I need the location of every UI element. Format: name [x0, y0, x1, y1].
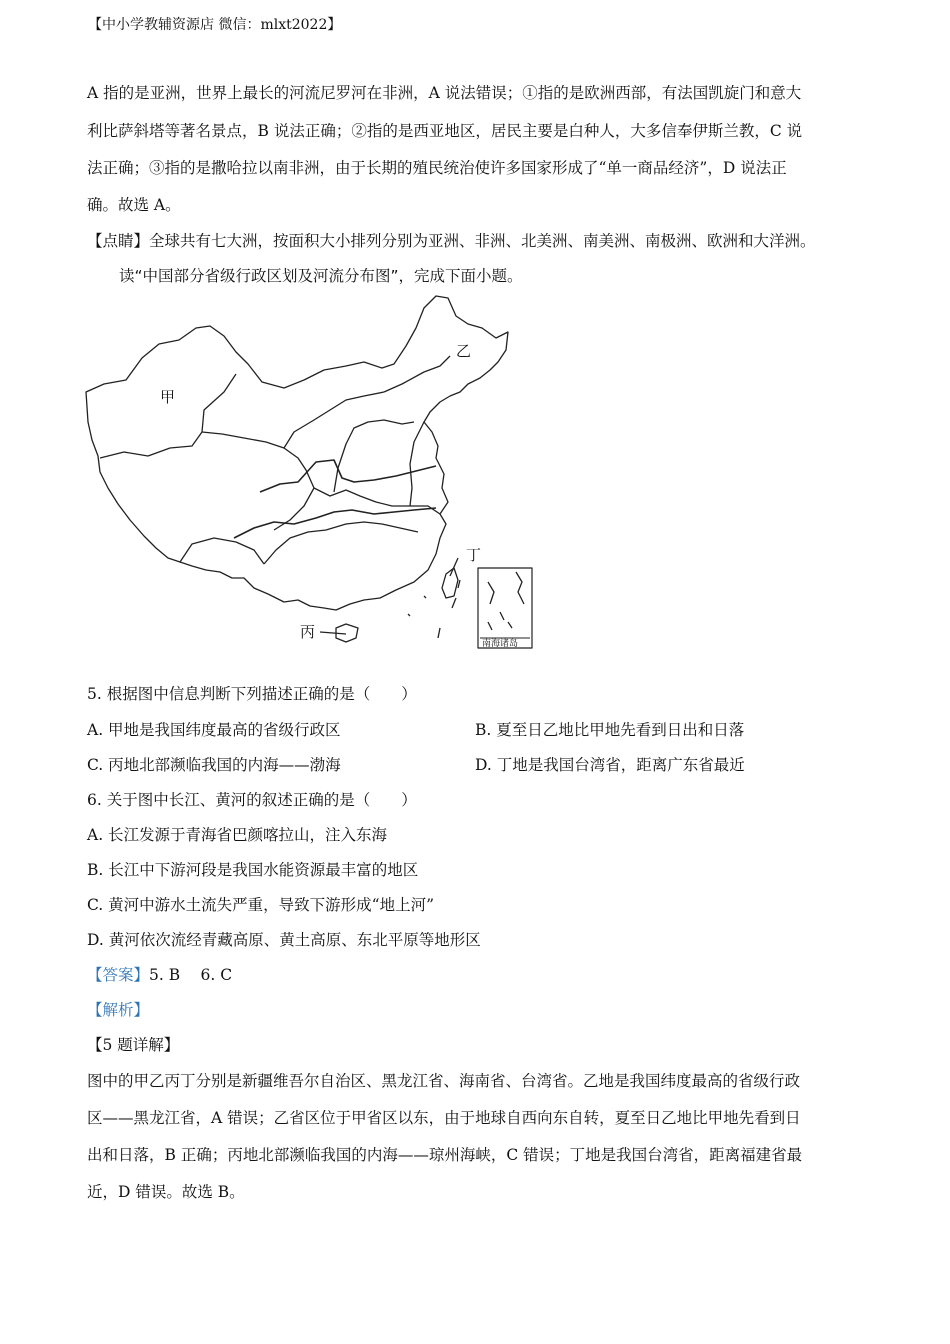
q5-option-d: D. 丁地是我国台湾省，距离广东省最近 [475, 756, 745, 774]
taiwan-island [442, 568, 458, 598]
inset-label: 南海诸岛 [482, 639, 519, 649]
q6-option-a: A. 长江发源于青海省巴颜喀拉山，注入东海 [87, 826, 388, 844]
question-intro: 读“中国部分省级行政区划及河流分布图”，完成下面小题。 [119, 267, 523, 285]
china-outline [86, 296, 508, 610]
detail-line: 出和日落，B 正确；丙地北部濒临我国的内海——琼州海峡，C 错误；丁地是我国台湾省，距离福建省最 [87, 1146, 803, 1164]
q6-option-d: D. 黄河依次流经青藏高原、黄土高原、东北平原等地形区 [87, 931, 481, 949]
tip-line: 【点睛】全球共有七大洲，按面积大小排列分别为亚洲、非洲、北美洲、南美洲、南极洲、欧洲和大洋洲。 [87, 232, 816, 250]
q5-option-b: B. 夏至日乙地比甲地先看到日出和日落 [475, 721, 745, 739]
answer-line [87, 963, 232, 985]
detail-tag: 【5 题详解】 [87, 1036, 180, 1054]
q6-option-c: C. 黄河中游水土流失严重，导致下游形成“地上河” [87, 896, 435, 914]
analysis-line: 法正确；③指的是撒哈拉以南非洲，由于长期的殖民统治使许多国家形成了“单一商品经济”，D 说法正 [87, 159, 787, 177]
page-header: 【中小学教辅资源店 微信：mlxt2022】 [88, 17, 342, 33]
detail-line: 图中的甲乙丙丁分别是新疆维吾尔自治区、黑龙江省、海南省、台湾省。乙地是我国纬度最高的省级行政 [87, 1072, 801, 1090]
map-label-ding: 丁 [466, 546, 482, 564]
answer-text: 5. B 6. C [149, 966, 233, 984]
q6-option-b: B. 长江中下游河段是我国水能资源最丰富的地区 [87, 861, 419, 879]
analysis-line: 确。故选 A。 [87, 196, 181, 214]
south-sea-islands-inset [478, 568, 532, 648]
china-map [84, 292, 544, 654]
q5-stem: 5. 根据图中信息判断下列描述正确的是（ ） [87, 685, 417, 703]
q5-option-a: A. 甲地是我国纬度最高的省级行政区 [87, 721, 341, 739]
map-label-yi: 乙 [456, 342, 472, 360]
map-label-bing: 丙 [300, 623, 316, 641]
map-label-jia: 甲 [160, 388, 176, 406]
answer-tag: 【答案】 [87, 966, 150, 984]
yangtze-river [234, 508, 436, 538]
detail-line: 区——黑龙江省，A 错误；乙省区位于甲省区以东，由于地球自西向东自转，夏至日乙地比甲地先看到日 [87, 1109, 801, 1127]
detail-line: 近，D 错误。故选 B。 [87, 1183, 245, 1201]
analysis-line: A 指的是亚洲，世界上最长的河流尼罗河在非洲，A 说法错误；①指的是欧洲西部，有法国凯旋门和意大 [87, 84, 802, 102]
analysis-line: 利比萨斜塔等著名景点，B 说法正确；②指的是西亚地区，居民主要是白种人，大多信奉伊斯兰教，C 说 [87, 122, 803, 140]
q6-stem: 6. 关于图中长江、黄河的叙述正确的是（ ） [87, 791, 417, 809]
analysis-tag: 【解析】 [87, 1001, 150, 1019]
q5-option-c: C. 丙地北部濒临我国的内海——渤海 [87, 756, 341, 774]
